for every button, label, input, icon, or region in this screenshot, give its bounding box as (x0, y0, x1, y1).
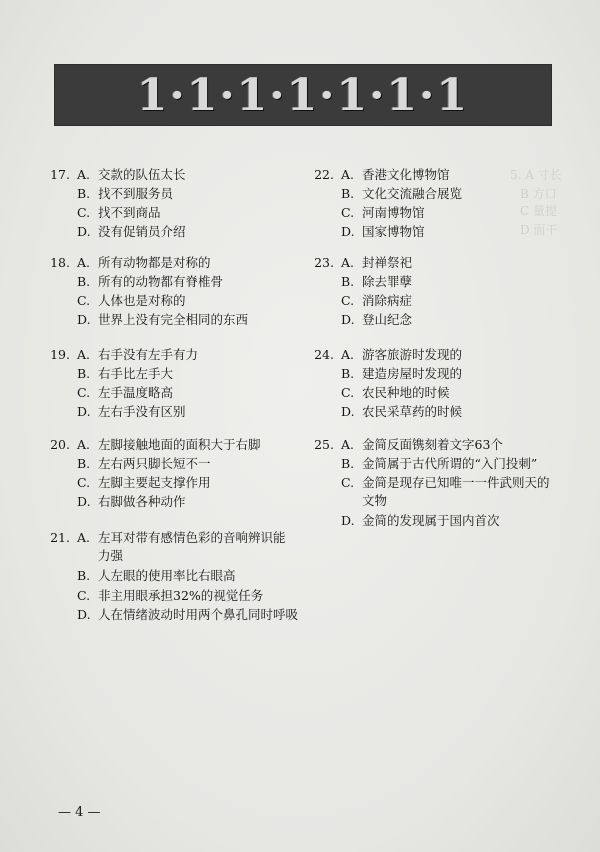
option-letter: C. (341, 205, 355, 220)
option-letter: C. (341, 385, 355, 400)
option-text: 右手没有左手有力 (98, 347, 199, 362)
option-text-continued: 力强 (98, 548, 124, 563)
bleed-through-text: 5. A 寸长 (510, 168, 562, 182)
option-text: 除去罪孽 (362, 274, 413, 289)
option-text: 建造房屋时发现的 (362, 366, 463, 381)
option-letter: B. (77, 186, 91, 201)
option-text: 封禅祭祀 (362, 255, 413, 270)
option-text: 人体也是对称的 (98, 293, 186, 308)
option-letter: D. (77, 224, 91, 239)
option-text: 左手温度略高 (98, 385, 174, 400)
option-text: 左脚接触地面的面积大于右脚 (98, 437, 261, 452)
option-letter: A. (77, 255, 91, 270)
option-text: 左右两只脚长短不一 (98, 456, 211, 471)
option-letter: C. (77, 588, 91, 603)
option-text: 消除病症 (362, 293, 413, 308)
option-text: 河南博物馆 (362, 205, 425, 220)
option-letter: C. (77, 385, 91, 400)
question-number: 20. (50, 437, 70, 452)
option-text: 人左眼的使用率比右眼高 (98, 568, 236, 583)
option-letter: A. (77, 437, 91, 452)
option-letter: B. (341, 186, 355, 201)
option-text: 金简属于古代所谓的“入门投刺” (362, 456, 538, 471)
option-letter: C. (77, 293, 91, 308)
option-letter: B. (341, 274, 355, 289)
option-text: 找不到服务员 (98, 186, 174, 201)
bleed-through-text: D 面干 (520, 223, 558, 237)
option-letter: B. (77, 366, 91, 381)
option-text: 非主用眼承担32%的视觉任务 (98, 588, 264, 603)
option-letter: D. (341, 224, 355, 239)
bleed-through-text: C 量提 (520, 204, 557, 218)
option-text: 金简的发现属于国内首次 (362, 513, 500, 528)
option-text: 所有的动物都有脊椎骨 (98, 274, 224, 289)
option-text: 农民种地的时候 (362, 385, 450, 400)
option-text: 世界上没有完全相同的东西 (98, 312, 249, 327)
option-text: 没有促销员介绍 (98, 224, 186, 239)
option-text: 国家博物馆 (362, 224, 425, 239)
option-letter: B. (77, 456, 91, 471)
option-text: 金简反面镌刻着文字63个 (362, 437, 503, 452)
banner-title: 1·1·1·1·1·1·1 (136, 69, 470, 121)
option-letter: D. (77, 607, 91, 622)
option-letter: C. (341, 475, 355, 490)
option-letter: A. (77, 530, 91, 545)
option-letter: A. (341, 255, 355, 270)
question-number: 17. (50, 167, 70, 182)
option-letter: B. (341, 456, 355, 471)
option-letter: D. (77, 404, 91, 419)
option-letter: B. (341, 366, 355, 381)
question-number: 18. (50, 255, 70, 270)
option-letter: A. (341, 437, 355, 452)
option-text: 农民采草药的时候 (362, 404, 463, 419)
option-text: 文化交流融合展览 (362, 186, 463, 201)
option-letter: C. (341, 293, 355, 308)
option-text: 左耳对带有感情色彩的音响辨识能 (98, 530, 286, 545)
option-letter: D. (77, 494, 91, 509)
option-text: 登山纪念 (362, 312, 413, 327)
question-number: 25. (314, 437, 334, 452)
section-banner (54, 64, 552, 126)
option-text: 找不到商品 (98, 205, 161, 220)
question-number: 24. (314, 347, 334, 362)
option-letter: B. (77, 274, 91, 289)
option-text: 游客旅游时发现的 (362, 347, 463, 362)
option-text-continued: 文物 (362, 493, 388, 508)
option-text: 左右手没有区别 (98, 404, 186, 419)
option-text: 左脚主要起支撑作用 (98, 475, 211, 490)
question-number: 23. (314, 255, 334, 270)
bleed-through-text: B 方口 (520, 187, 557, 201)
page-number: — 4 — (58, 805, 101, 820)
option-text: 金简是现存已知唯一一件武则天的 (362, 475, 550, 490)
question-number: 19. (50, 347, 70, 362)
option-letter: A. (77, 167, 91, 182)
option-letter: A. (341, 167, 355, 182)
option-text: 交款的队伍太长 (98, 167, 186, 182)
option-text: 右手比左手大 (98, 366, 174, 381)
option-letter: D. (77, 312, 91, 327)
option-letter: C. (77, 475, 91, 490)
option-letter: A. (77, 347, 91, 362)
option-letter: D. (341, 312, 355, 327)
option-text: 人在情绪波动时用两个鼻孔同时呼吸 (98, 607, 299, 622)
question-number: 22. (314, 167, 334, 182)
option-text: 所有动物都是对称的 (98, 255, 211, 270)
option-letter: B. (77, 568, 91, 583)
option-letter: D. (341, 404, 355, 419)
option-text: 香港文化博物馆 (362, 167, 450, 182)
option-letter: D. (341, 513, 355, 528)
option-letter: A. (341, 347, 355, 362)
option-letter: C. (77, 205, 91, 220)
question-number: 21. (50, 530, 70, 545)
option-text: 右脚做各种动作 (98, 494, 186, 509)
